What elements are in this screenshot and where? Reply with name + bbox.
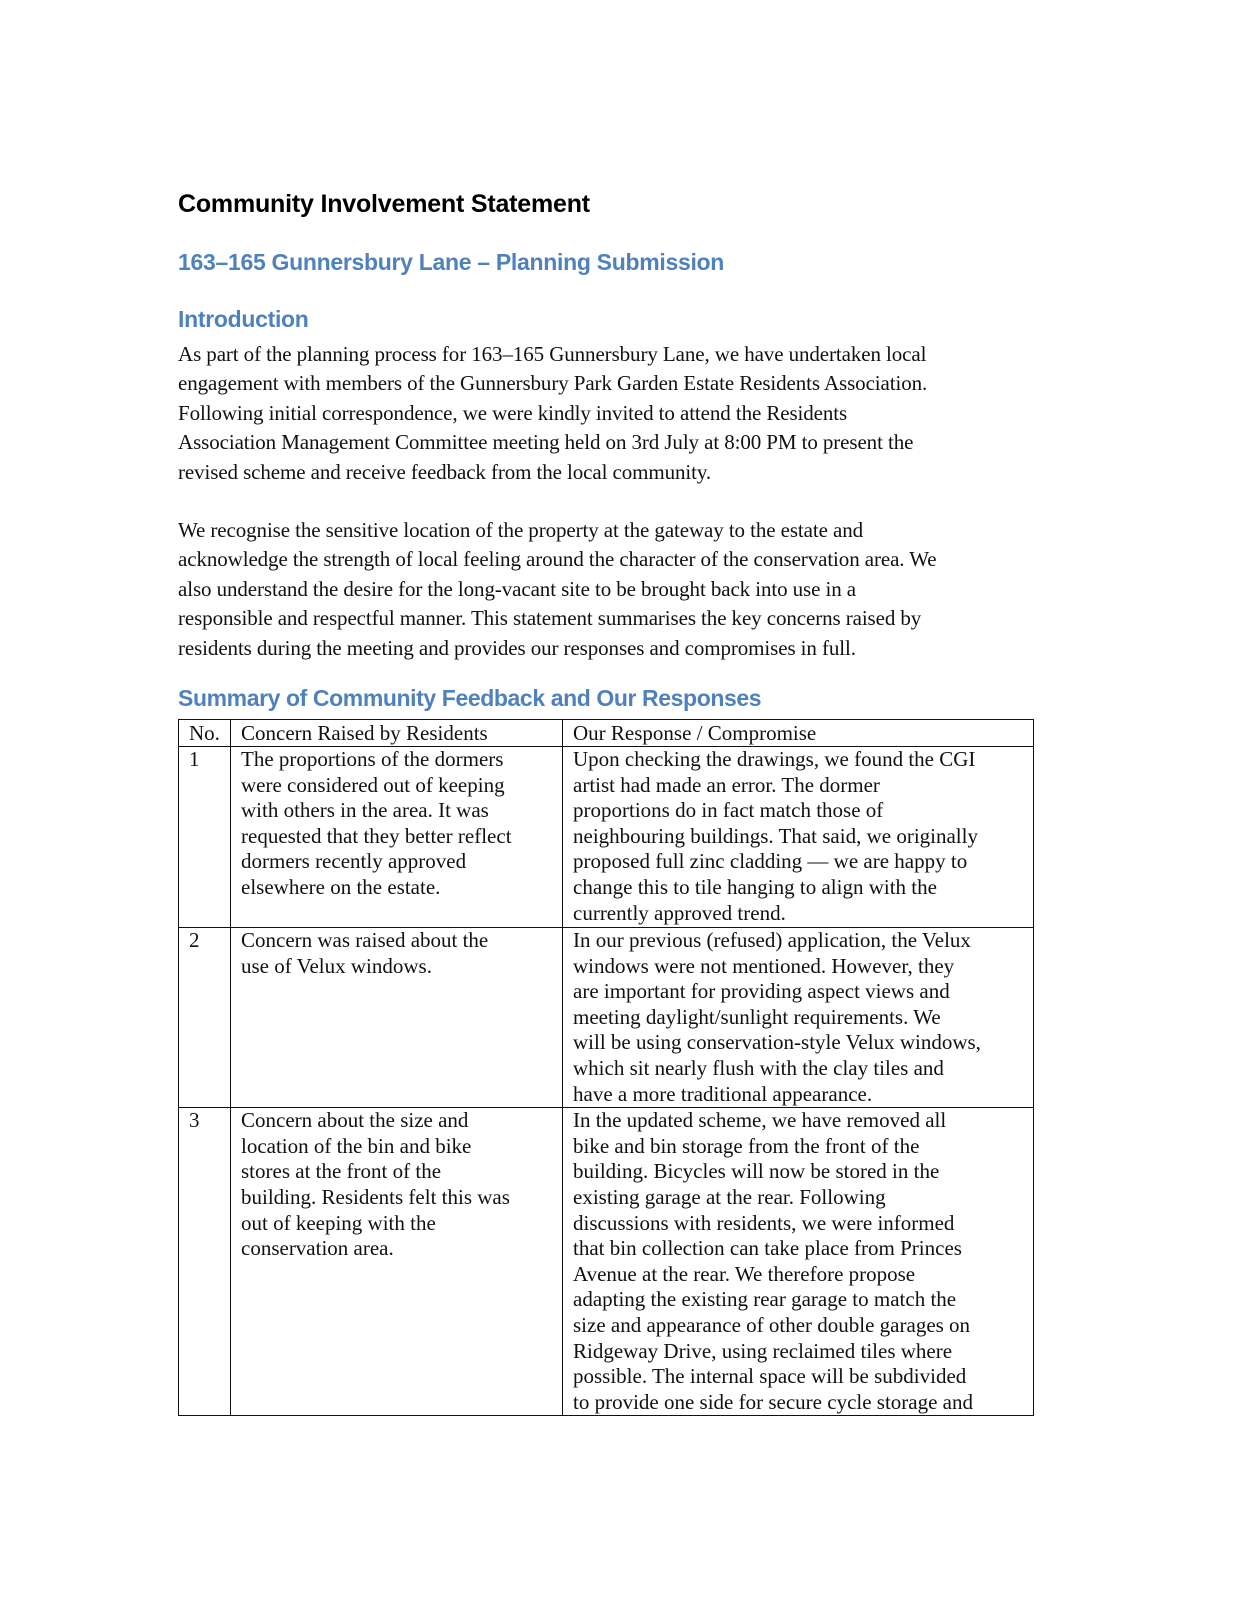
text-line: requested that they better reflect <box>241 823 512 848</box>
row-number: 3 <box>179 1108 231 1416</box>
text-line: location of the bin and bike <box>241 1133 472 1158</box>
text-line: proportions do in fact match those of <box>573 798 884 823</box>
text-line: dormers recently approved <box>241 849 467 874</box>
table-header-row <box>179 720 1034 747</box>
text-line: which sit nearly flush with the clay tiles and <box>573 1055 944 1080</box>
concern-cell <box>231 928 563 1108</box>
text-line: revised scheme and receive feedback from the local community. <box>178 459 712 484</box>
text-line: Following initial correspondence, we were kindly invited to attend the Residents <box>178 400 848 425</box>
text-line: possible. The internal space will be subdivided <box>573 1364 967 1389</box>
table-row <box>179 747 1034 928</box>
text-line: engagement with members of the Gunnersbury Park Garden Estate Residents Association. <box>178 371 928 396</box>
text-line: discussions with residents, we were informed <box>573 1210 955 1235</box>
text-line: elsewhere on the estate. <box>241 874 441 899</box>
text-line: windows were not mentioned. However, they <box>573 953 955 978</box>
column-header-response: Our Response / Compromise <box>563 720 1034 747</box>
text-line: out of keeping with the <box>241 1210 436 1235</box>
response-cell <box>563 747 1034 928</box>
text-line: to provide one side for secure cycle storage and <box>573 1389 974 1414</box>
text-line: stores at the front of the <box>241 1159 442 1184</box>
text-line: size and appearance of other double garages on <box>573 1312 971 1337</box>
text-line: artist had made an error. The dormer <box>573 772 880 797</box>
text-line: also understand the desire for the long-vacant site to be brought back into use in a <box>178 576 856 601</box>
text-line: building. Residents felt this was <box>241 1184 510 1209</box>
text-line: responsible and respectful manner. This statement summarises the key concerns raised by <box>178 606 922 631</box>
text-line: In the updated scheme, we have removed all <box>573 1108 947 1133</box>
text-line: that bin collection can take place from Princes <box>573 1236 962 1261</box>
table-row <box>179 928 1034 1108</box>
text-line: We recognise the sensitive location of the property at the gateway to the estate and <box>178 518 863 542</box>
text-line: adapting the existing rear garage to match the <box>573 1287 957 1312</box>
text-line: use of Velux windows. <box>241 953 432 978</box>
concern-cell <box>231 747 563 928</box>
text-line: change this to tile hanging to align with the <box>573 874 937 899</box>
concern-cell <box>231 1108 563 1416</box>
text-line: building. Bicycles will now be stored in the <box>573 1159 940 1184</box>
text-line: meeting daylight/sunlight requirements. We <box>573 1004 941 1029</box>
text-line: conservation area. <box>241 1236 394 1261</box>
text-line: neighbouring buildings. That said, we originally <box>573 823 978 848</box>
text-line: Concern was raised about the <box>241 928 489 952</box>
introduction-paragraph-1 <box>178 340 1058 487</box>
text-line: In our previous (refused) application, the Velux <box>573 928 971 952</box>
table-row <box>179 1108 1034 1416</box>
text-line: residents during the meeting and provides our responses and compromises in full. <box>178 635 856 660</box>
introduction-heading: Introduction <box>178 306 309 332</box>
text-line: are important for providing aspect views and <box>573 979 950 1004</box>
row-number: 2 <box>179 928 231 1108</box>
text-line: As part of the planning process for 163–165 Gunnersbury Lane, we have undertaken local <box>178 342 927 366</box>
text-line: existing garage at the rear. Following <box>573 1184 886 1209</box>
response-cell <box>563 1108 1034 1416</box>
introduction-paragraph-2 <box>178 516 1058 663</box>
text-line: Association Management Committee meeting held on 3rd July at 8:00 PM to present the <box>178 430 914 455</box>
text-line: with others in the area. It was <box>241 798 489 823</box>
summary-heading: Summary of Community Feedback and Our Responses <box>178 685 762 711</box>
feedback-table <box>178 719 1034 1416</box>
column-header-concern: Concern Raised by Residents <box>231 720 563 747</box>
text-line: were considered out of keeping <box>241 772 505 797</box>
document-title: Community Involvement Statement <box>178 190 590 218</box>
text-line: bike and bin storage from the front of the <box>573 1133 920 1158</box>
document-subtitle: 163–165 Gunnersbury Lane – Planning Submission <box>178 249 725 275</box>
text-line: The proportions of the dormers <box>241 747 504 771</box>
text-line: Ridgeway Drive, using reclaimed tiles where <box>573 1338 953 1363</box>
row-number: 1 <box>179 747 231 928</box>
text-line: Upon checking the drawings, we found the CGI <box>573 747 976 771</box>
text-line: currently approved trend. <box>573 900 786 925</box>
column-header-no: No. <box>179 720 231 747</box>
text-line: Avenue at the rear. We therefore propose <box>573 1261 916 1286</box>
text-line: will be using conservation-style Velux windows, <box>573 1030 981 1055</box>
text-line: Concern about the size and <box>241 1108 469 1133</box>
text-line: acknowledge the strength of local feeling around the character of the conservation area. We <box>178 547 937 572</box>
text-line: have a more traditional appearance. <box>573 1081 873 1106</box>
response-cell <box>563 928 1034 1108</box>
text-line: proposed full zinc cladding — we are happy to <box>573 849 968 874</box>
